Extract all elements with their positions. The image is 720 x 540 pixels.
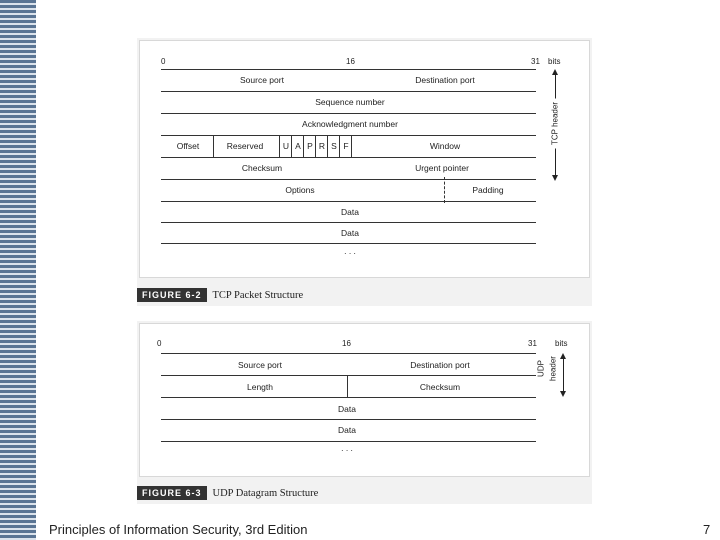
udp-divider [347,375,348,397]
tcp-caption [137,288,303,302]
udp-row-line [161,419,536,420]
udp-row-line [161,441,536,442]
udp-figure-number: FIGURE 6-3 [137,486,207,500]
udp-row-line [161,353,536,354]
udp-figure-title: UDP Datagram Structure [212,487,319,499]
tcp-options-dashed-divider [444,177,445,203]
tcp-row-line [161,69,536,70]
tcp-flag-a: A [295,141,301,151]
udp-row-line [161,397,536,398]
footer-book-title: Principles of Information Security, 3rd Edition [49,522,308,537]
udp-header-label-2: header [548,356,558,381]
udp-bits-unit: bits [555,339,568,348]
tcp-source-port: Source port [240,75,284,85]
tcp-row-line [161,135,536,136]
tcp-bits-unit: bits [548,57,561,66]
tcp-window: Window [429,141,461,151]
udp-caption [137,486,318,500]
udp-header-label-1: UDP [536,360,546,377]
udp-destination-port: Destination port [410,360,470,370]
udp-source-port: Source port [238,360,282,370]
tcp-row-line [161,113,536,114]
udp-header-bracket [563,359,564,391]
arrow-down-icon [552,175,558,181]
tcp-flag-f: F [343,141,349,151]
tcp-row-line [161,179,536,180]
tcp-bit-31: 31 [531,57,540,66]
udp-checksum: Checksum [419,382,461,392]
tcp-row-line [161,201,536,202]
tcp-figure-number: FIGURE 6-2 [137,288,207,302]
tcp-divider [315,135,316,157]
tcp-destination-port: Destination port [415,75,475,85]
udp-row-line [161,375,536,376]
udp-data-1: Data [338,404,356,414]
tcp-row-line [161,243,536,244]
tcp-divider [351,135,352,157]
left-decorative-stripe [0,0,36,540]
udp-ellipsis: . . . [341,443,353,453]
tcp-divider [339,135,340,157]
tcp-header-label: TCP header [551,99,560,149]
tcp-offset: Offset [176,141,200,151]
udp-bit-31: 31 [528,339,537,348]
tcp-data-1: Data [341,207,359,217]
tcp-divider [327,135,328,157]
tcp-divider [213,135,214,157]
tcp-flag-u: U [282,141,290,151]
tcp-diagram-panel [139,40,590,278]
tcp-row-line [161,157,536,158]
tcp-checksum: Checksum [241,163,283,173]
tcp-bit-0: 0 [161,57,166,66]
tcp-ellipsis: . . . [344,246,356,256]
tcp-data-2: Data [341,228,359,238]
tcp-row-line [161,91,536,92]
tcp-bit-16: 16 [346,57,355,66]
tcp-padding: Padding [472,185,504,195]
tcp-flag-r: R [318,141,326,151]
udp-bit-0: 0 [157,339,162,348]
udp-bit-16: 16 [342,339,351,348]
tcp-options: Options [285,185,315,195]
tcp-urgent-pointer: Urgent pointer [415,163,469,173]
tcp-divider [303,135,304,157]
tcp-divider [279,135,280,157]
tcp-figure-title: TCP Packet Structure [212,289,304,301]
udp-length: Length [247,382,273,392]
tcp-flag-p: P [307,141,313,151]
arrow-down-icon [560,391,566,397]
udp-figure [137,321,592,504]
page-number: 7 [703,522,711,537]
tcp-row-line [161,222,536,223]
tcp-reserved: Reserved [226,141,264,151]
tcp-ack-number: Acknowledgment number [302,119,398,129]
udp-diagram-panel [139,323,590,477]
tcp-figure [137,38,592,306]
tcp-flag-s: S [331,141,337,151]
tcp-sequence-number: Sequence number [315,97,385,107]
tcp-divider [291,135,292,157]
udp-data-2: Data [338,425,356,435]
